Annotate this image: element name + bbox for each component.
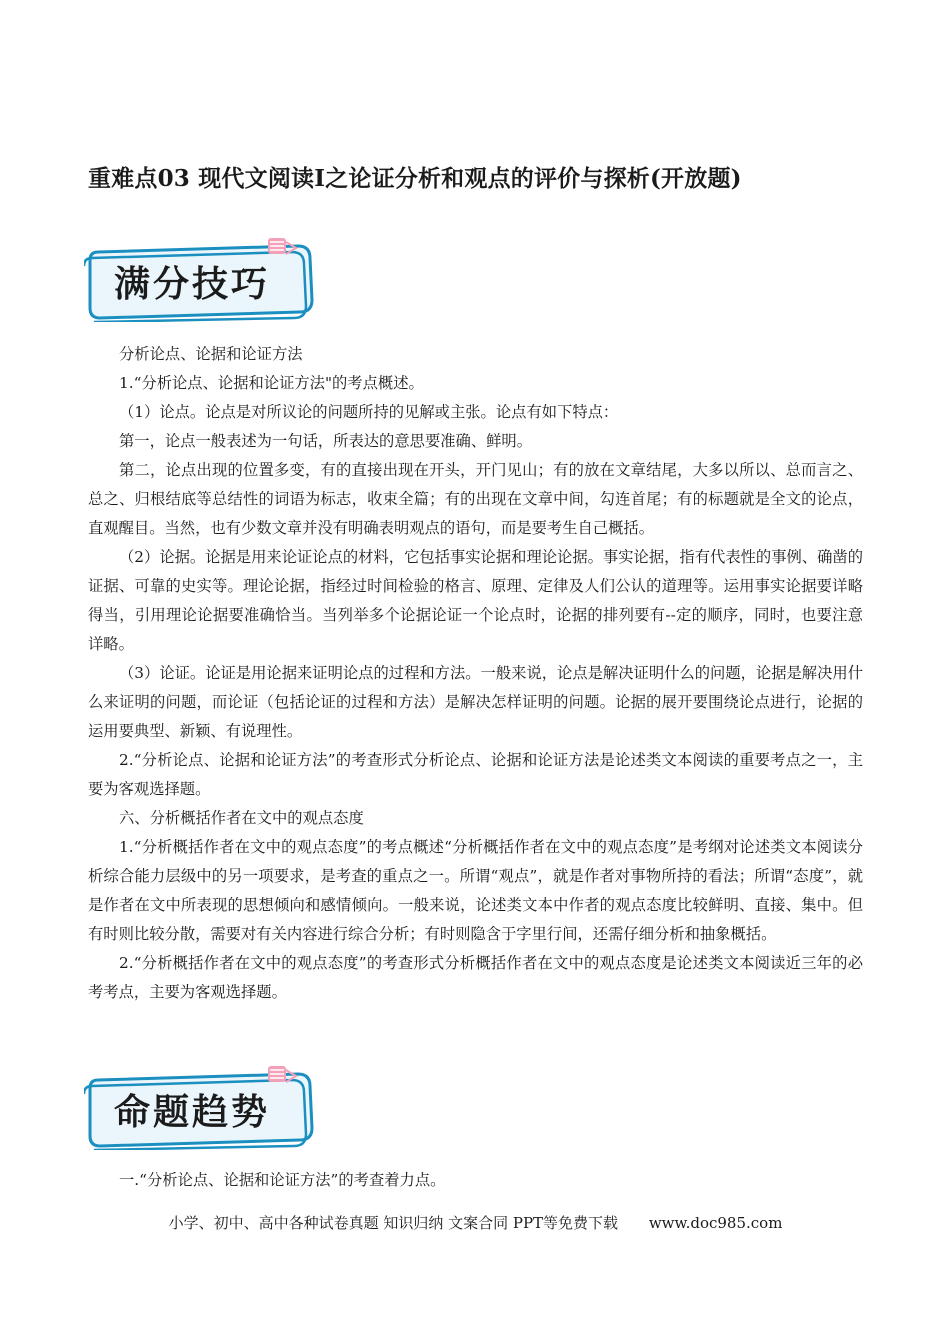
section-banner-trends [84,1066,324,1150]
paragraph: （3）论证。论证是用论据来证明论点的过程和方法。一般来说，论点是解决证明什么的问题，论据是解决用什么来证明的问题，而论证（包括论证的过程和方法）是解决怎样证明的问题。论据的展开要围绕论点进行，论据的运用要典型、新颖、有说理性。 [88,664,863,740]
paperclip-icon [268,1066,296,1082]
section-tips-body [88,340,863,1007]
section-banner-tips [84,238,324,322]
paragraph: 1.“分析论点、论据和论证方法"的考点概述。 [119,374,424,392]
paragraph: 六、分析概括作者在文中的观点态度 [119,809,364,827]
paperclip-icon [268,238,296,254]
paragraph: （2）论据。论据是用来论证论点的材料，它包括事实论据和理论论据。事实论据，指有代表性的事例、确凿的证据、可靠的史实等。理论论据，指经过时间检验的格言、原理、定律及人们公认的道理等。运用事实论据要详略得当，引用理论论据要准确恰当。当列举多个论据论证一个论点时，论据的排列要有--定的顺序，同时，也要注意详略。 [88,548,863,653]
banner-label: 命题趋势 [114,1092,271,1133]
banner-label: 满分技巧 [114,264,271,305]
page-footer [88,1212,863,1233]
paragraph: 分析论点、论据和论证方法 [119,345,303,363]
paragraph: 第一，论点一般表述为一句话，所表达的意思要准确、鲜明。 [119,432,533,450]
page-title: 重难点03 现代文阅读I之论证分析和观点的评价与探析(开放题) [88,165,742,192]
paragraph: （1）论点。论点是对所议论的问题所持的见解或主张。论点有如下特点： [119,403,619,421]
paragraph: 第二，论点出现的位置多变，有的直接出现在开头，开门见山；有的放在文章结尾，大多以所以、总而言之、总之、归根结底等总结性的词语为标志，收束全篇；有的出现在文章中间，勾连首尾；有的标题就是全文的论点，直观醒目。当然，也有少数文章并没有明确表明观点的语句，而是要考生自己概括。 [88,461,863,537]
footer-link[interactable]: www.doc985.com [648,1214,783,1232]
footer-text: 小学、初中、高中各种试卷真题 知识归纳 文案合同 PPT等免费下载 [168,1214,619,1232]
paragraph: 1.“分析概括作者在文中的观点态度”的考点概述“分析概括作者在文中的观点态度”是考纲对论述类文本阅读分析综合能力层级中的另一项要求，是考查的重点之一。所谓“观点”，就是作者对事物所持的看法；所谓“态度”，就是作者在文中所表现的思想倾向和感情倾向。一般来说，论述类文本中作者的观点态度比较鲜明、直接、集中。但有时则比较分散，需要对有关内容进行综合分析；有时则隐含于字里行间，还需仔细分析和抽象概括。 [88,838,863,943]
paragraph: 2.“分析论点、论据和论证方法”的考查形式分析论点、论据和论证方法是论述类文本阅读的重要考点之一，主要为客观选择题。 [88,751,863,798]
paragraph: 一.“分析论点、论据和论证方法”的考查着力点。 [119,1171,446,1189]
paragraph: 2.“分析概括作者在文中的观点态度”的考查形式分析概括作者在文中的观点态度是论述类文本阅读近三年的必考考点，主要为客观选择题。 [88,954,863,1001]
section-trends-body [88,1166,863,1195]
